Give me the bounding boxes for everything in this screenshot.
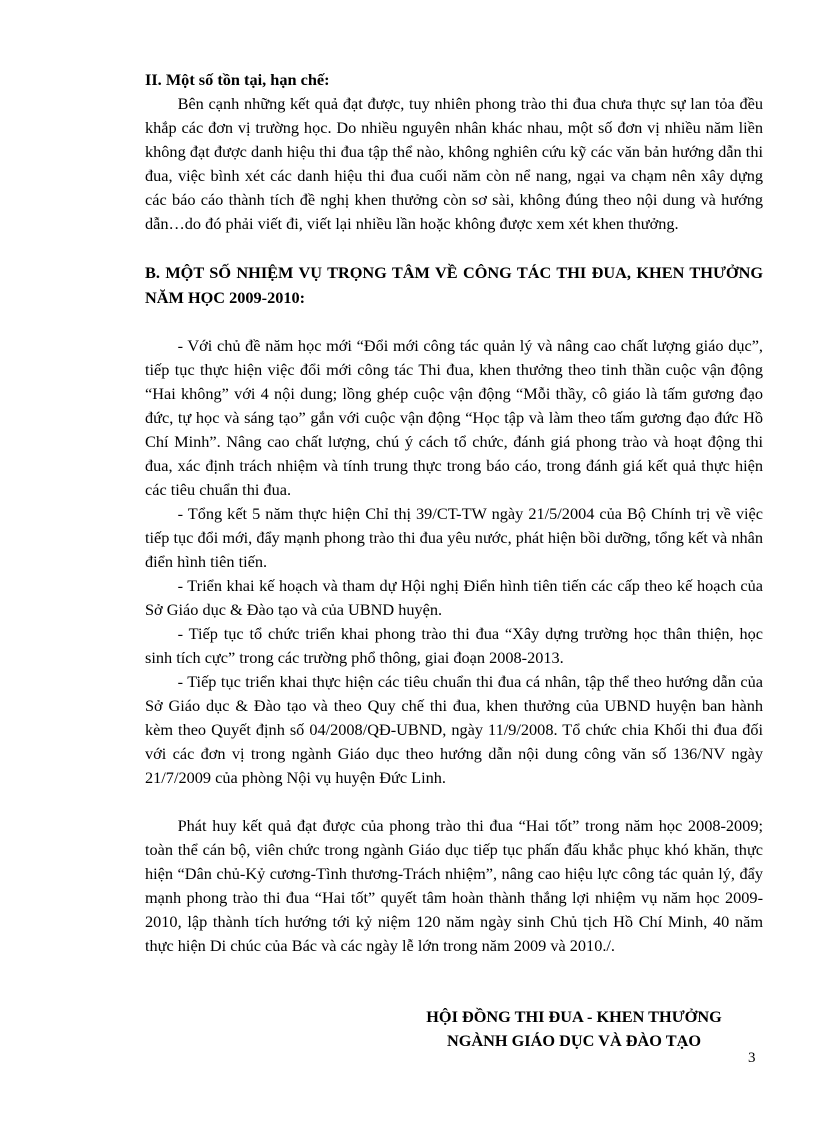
signature-line-2: NGÀNH GIÁO DỤC VÀ ĐÀO TẠO xyxy=(446,1031,702,1050)
list-item: - Với chủ đề năm học mới “Đổi mới công tác quản lý và nâng cao chất lượng giáo dục”, tiếp tục thực hiện việc đổi mới công tác Thi đua, khen thưởng theo tinh thần cuộc vận động “Hai không” với 4 nội dung; lồng ghép cuộc vận động “Mỗi thầy, cô giáo là tấm gương đạo đức, tự học và sáng tạo” gắn với cuộc vận động “Học tập và làm theo tấm gương đạo đức Hồ Chí Minh”. Nâng cao chất lượng, chú ý cách tổ chức, đánh giá phong trào và hoạt động thi đua, xác định trách nhiệm và tính trung thực trong báo cáo, trong đánh giá kết quả thực hiện các tiêu chuẩn thi đua. xyxy=(145,336,763,499)
document-body xyxy=(145,68,763,958)
page-number: 3 xyxy=(748,1050,756,1066)
section-b-heading-text: B. MỘT SỐ NHIỆM VỤ TRỌNG TÂM VỀ CÔNG TÁC THI ĐUA, KHEN THƯỞNG NĂM HỌC 2009-2010: xyxy=(145,263,763,307)
section-b-heading xyxy=(145,260,763,310)
closing-paragraph: Phát huy kết quả đạt được của phong trào thi đua “Hai tốt” trong năm học 2008-2009; toàn thể cán bộ, viên chức trong ngành Giáo dục tiếp tục phấn đấu khắc phục khó khăn, thực hiện “Dân chủ-Kỷ cương-Tình thương-Trách nhiệm”, nâng cao hiệu lực công tác quản lý, đẩy mạnh phong trào thi đua “Hai tốt” quyết tâm hoàn thành thắng lợi nhiệm vụ năm học 2009-2010, lập thành tích hướng tới kỷ niệm 120 năm ngày sinh Chủ tịch Hồ Chí Minh, 40 năm thực hiện Di chúc của Bác và các ngày lễ lớn trong năm 2009 và 2010./. xyxy=(145,816,763,955)
signature-block xyxy=(394,1005,754,1053)
list-item: - Tiếp tục triển khai thực hiện các tiêu chuẩn thi đua cá nhân, tập thể theo hướng dẫn của Sở Giáo dục & Đào tạo và theo Quy chế thi đua, khen thưởng của UBND huyện ban hành kèm theo Quyết định số 04/2008/QĐ-UBND, ngày 11/9/2008. Tổ chức chia Khối thi đua đối với các đơn vị trong ngành Giáo dục theo hướng dẫn nội dung công văn số 136/NV ngày 21/7/2009 của phòng Nội vụ huyện Đức Linh. xyxy=(145,672,763,787)
section-ii-paragraph xyxy=(145,92,763,236)
list-item: - Tổng kết 5 năm thực hiện Chỉ thị 39/CT-TW ngày 21/5/2004 của Bộ Chính trị về việc tiếp tục đổi mới, đẩy mạnh phong trào thi đua yêu nước, phát hiện bồi dưỡng, tổng kết và nhân điển hình tiên tiến. xyxy=(145,504,763,571)
list-item: - Triển khai kế hoạch và tham dự Hội nghị Điển hình tiên tiến các cấp theo kế hoạch của Sở Giáo dục & Đào tạo và của UBND huyện. xyxy=(145,576,763,619)
section-ii-paragraph-text: Bên cạnh những kết quả đạt được, tuy nhiên phong trào thi đua chưa thực sự lan tỏa đều khắp các đơn vị trường học. Do nhiều nguyên nhân khác nhau, một số đơn vị nhiều năm liền không đạt được danh hiệu thi đua tập thể nào, không nghiên cứu kỹ các văn bản hướng dẫn thi đua, việc bình xét các danh hiệu thi đua cuối năm còn nể nang, ngại va chạm nên xây dựng các báo cáo thành tích đề nghị khen thưởng còn sơ sài, không đúng theo nội dung và hướng dẫn…do đó phải viết đi, viết lại nhiều lần hoặc không được xem xét khen thưởng. xyxy=(145,94,763,233)
signature-line-1: HỘI ĐỒNG THI ĐUA - KHEN THƯỞNG xyxy=(426,1007,722,1026)
section-ii-heading: II. Một số tồn tại, hạn chế: xyxy=(145,70,330,89)
list-item: - Tiếp tục tổ chức triển khai phong trào thi đua “Xây dựng trường học thân thiện, học sinh tích cực” trong các trường phổ thông, giai đoạn 2008-2013. xyxy=(145,624,763,667)
